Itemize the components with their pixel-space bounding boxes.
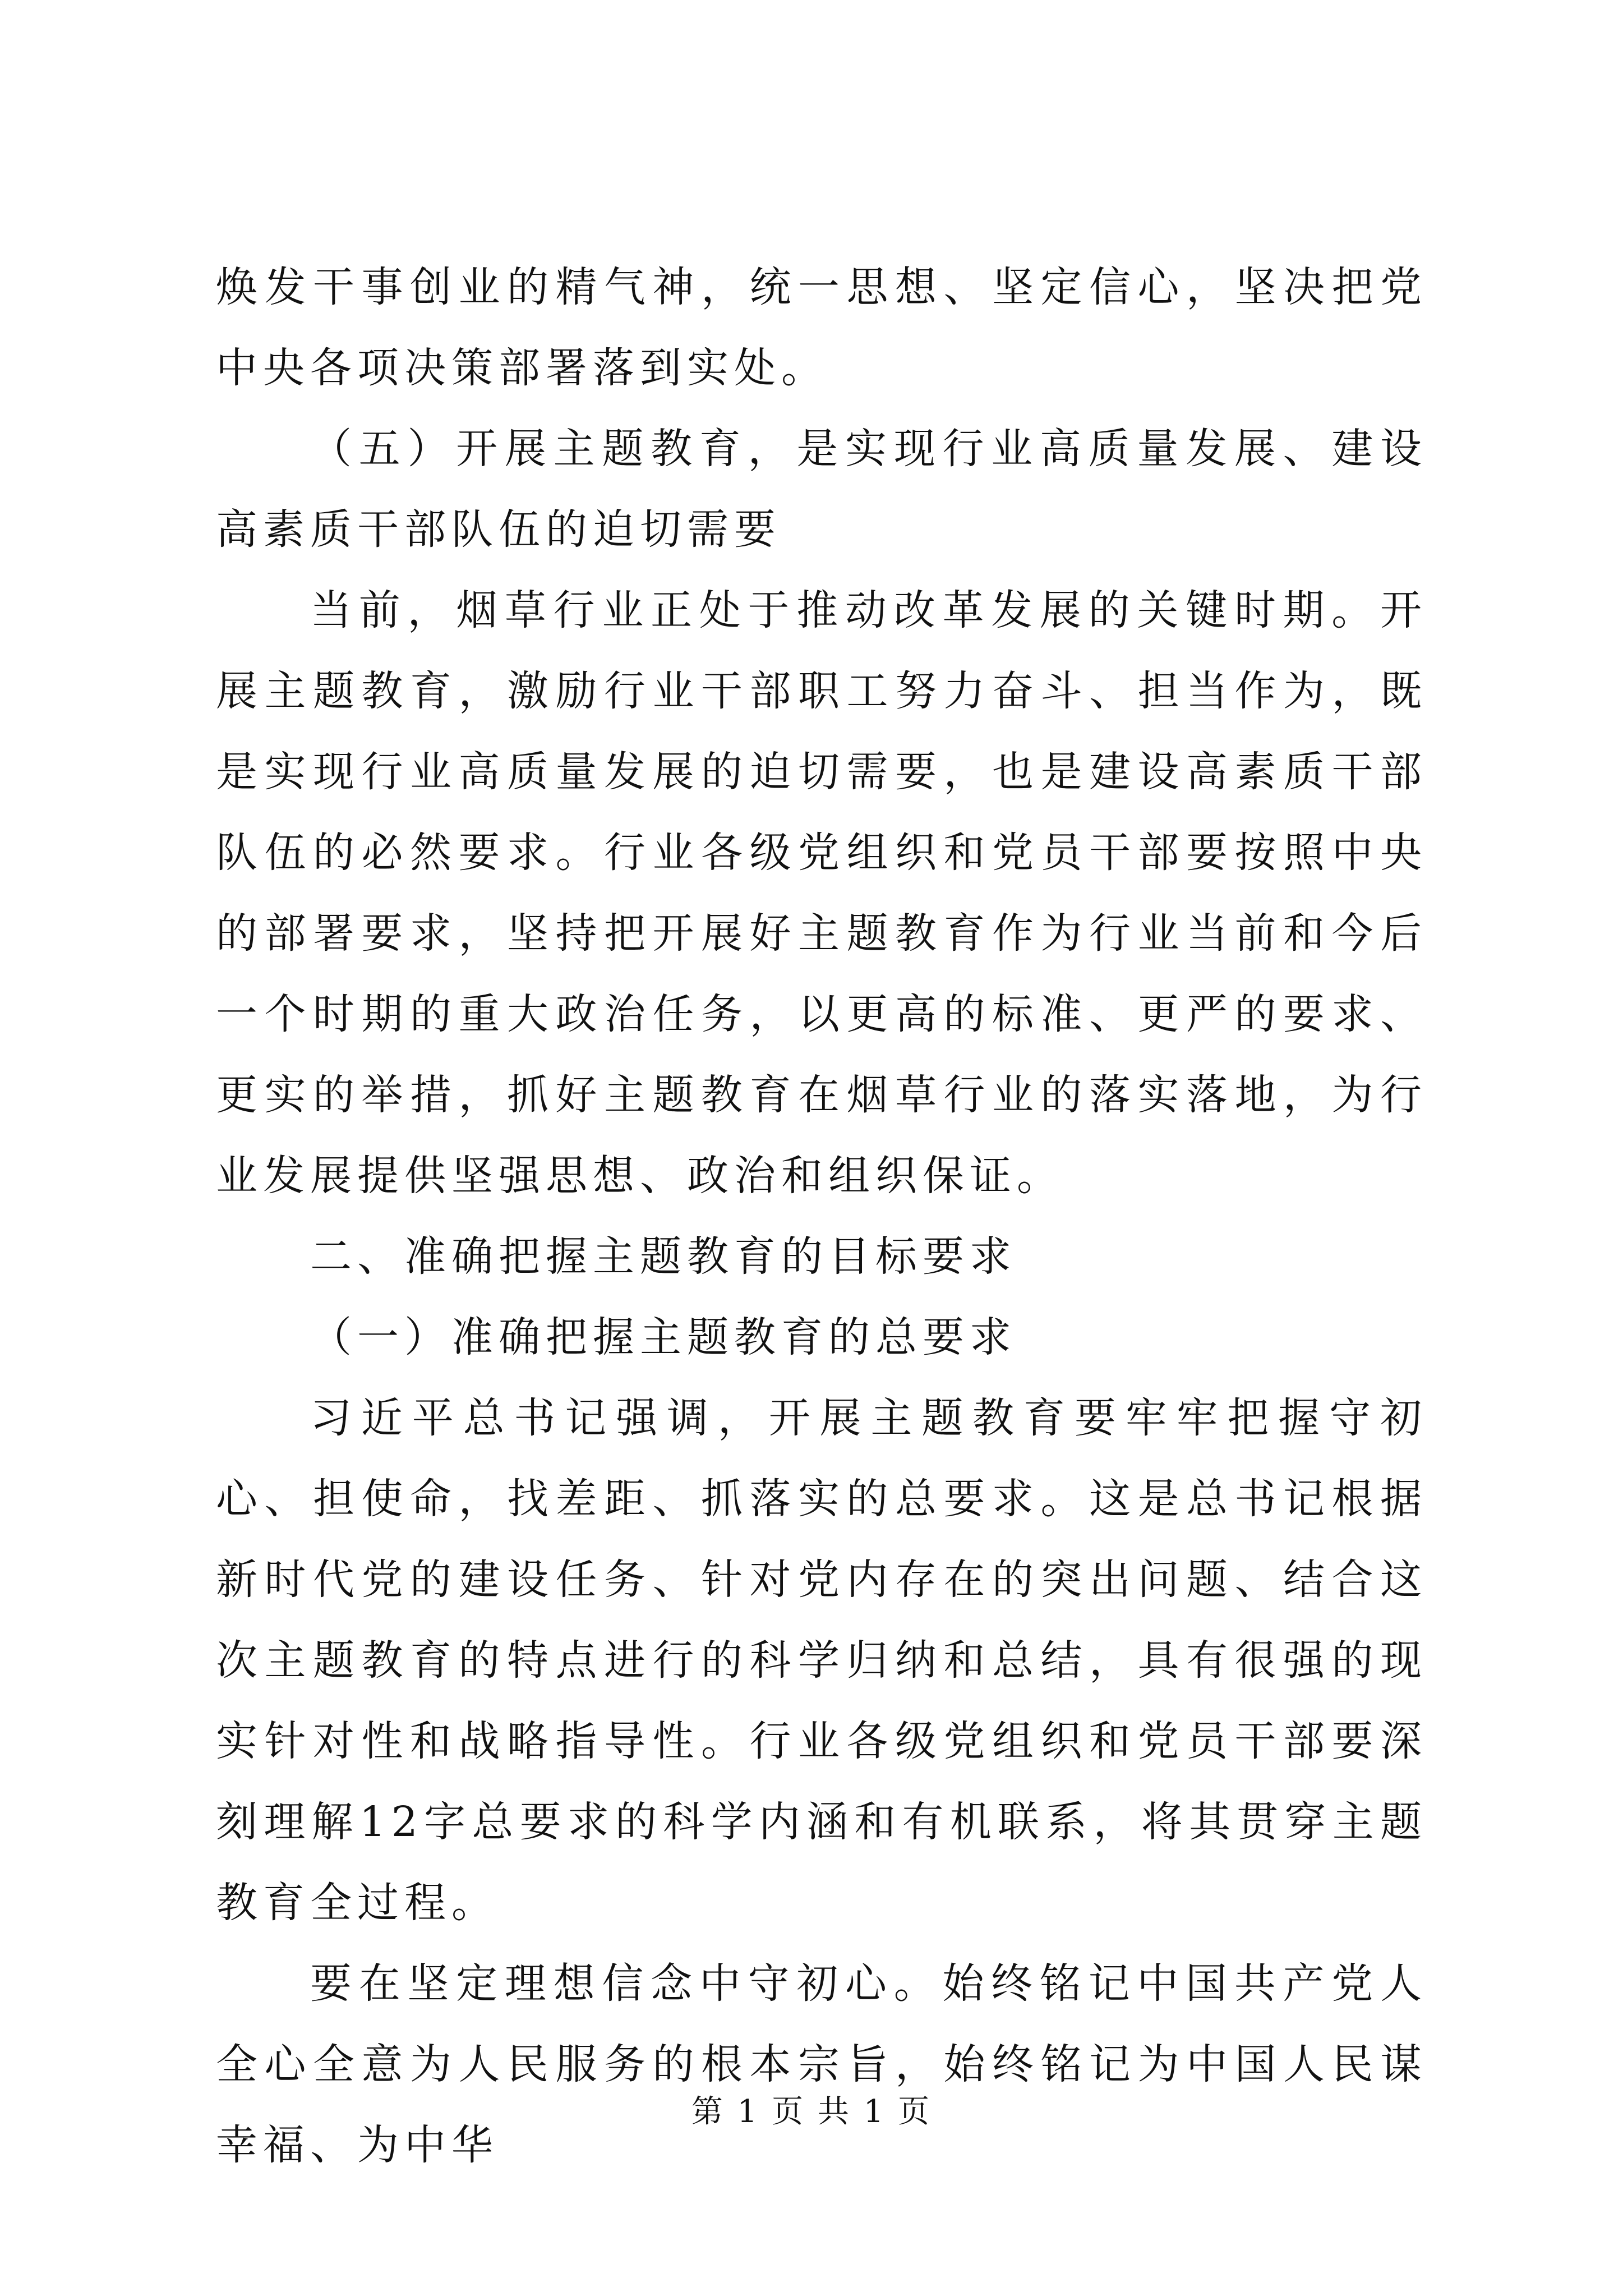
paragraph-original-aspiration: 要在坚定理想信念中守初心。始终铭记中国共产党人全心全意为人民服务的根本宗旨，始终铭记为中国人民谋幸福、为中华 <box>216 1959 1427 2169</box>
paragraph-general-requirements: 习近平总书记强调，开展主题教育要牢牢把握守初心、担使命，找差距、抓落实的总要求。这是总书记根据新时代党的建设任务、针对党内存在的突出问题、结合这次主题教育的特点进行的科学归纳和总结，具有很强的现实针对性和战略指导性。行业各级党组织和党员干部要深刻理解12字总要求的科学内涵和有机联系，将其贯穿主题教育全过程。 <box>216 1394 1427 1927</box>
paragraph-tobacco-industry: 当前，烟草行业正处于推动改革发展的关键时期。开展主题教育，激励行业干部职工努力奋斗、担当作为，既是实现行业高质量发展的迫切需要，也是建设高素质干部队伍的必然要求。行业各级党组织和党员干部要按照中央的部署要求，坚持把开展好主题教育作为行业当前和今后一个时期的重大政治任务，以更高的标准、更严的要求、更实的举措，抓好主题教育在烟草行业的落实落地，为行业发展提供坚强思想、政治和组织保证。 <box>216 586 1427 1200</box>
section-heading-1: （一）准确把握主题教育的总要求 <box>310 1313 1017 1361</box>
section-heading-5: （五）开展主题教育，是实现行业高质量发展、建设高素质干部队伍的迫切需要 <box>216 425 1427 554</box>
document-body <box>216 247 1427 2185</box>
paragraph-continuation: 焕发干事创业的精气神，统一思想、坚定信心，坚决把党中央各项决策部署落到实处。 <box>216 263 1427 392</box>
chapter-heading-2: 二、准确把握主题教育的目标要求 <box>310 1232 1017 1281</box>
page-footer: 第 1 页 共 1 页 <box>691 2093 932 2130</box>
